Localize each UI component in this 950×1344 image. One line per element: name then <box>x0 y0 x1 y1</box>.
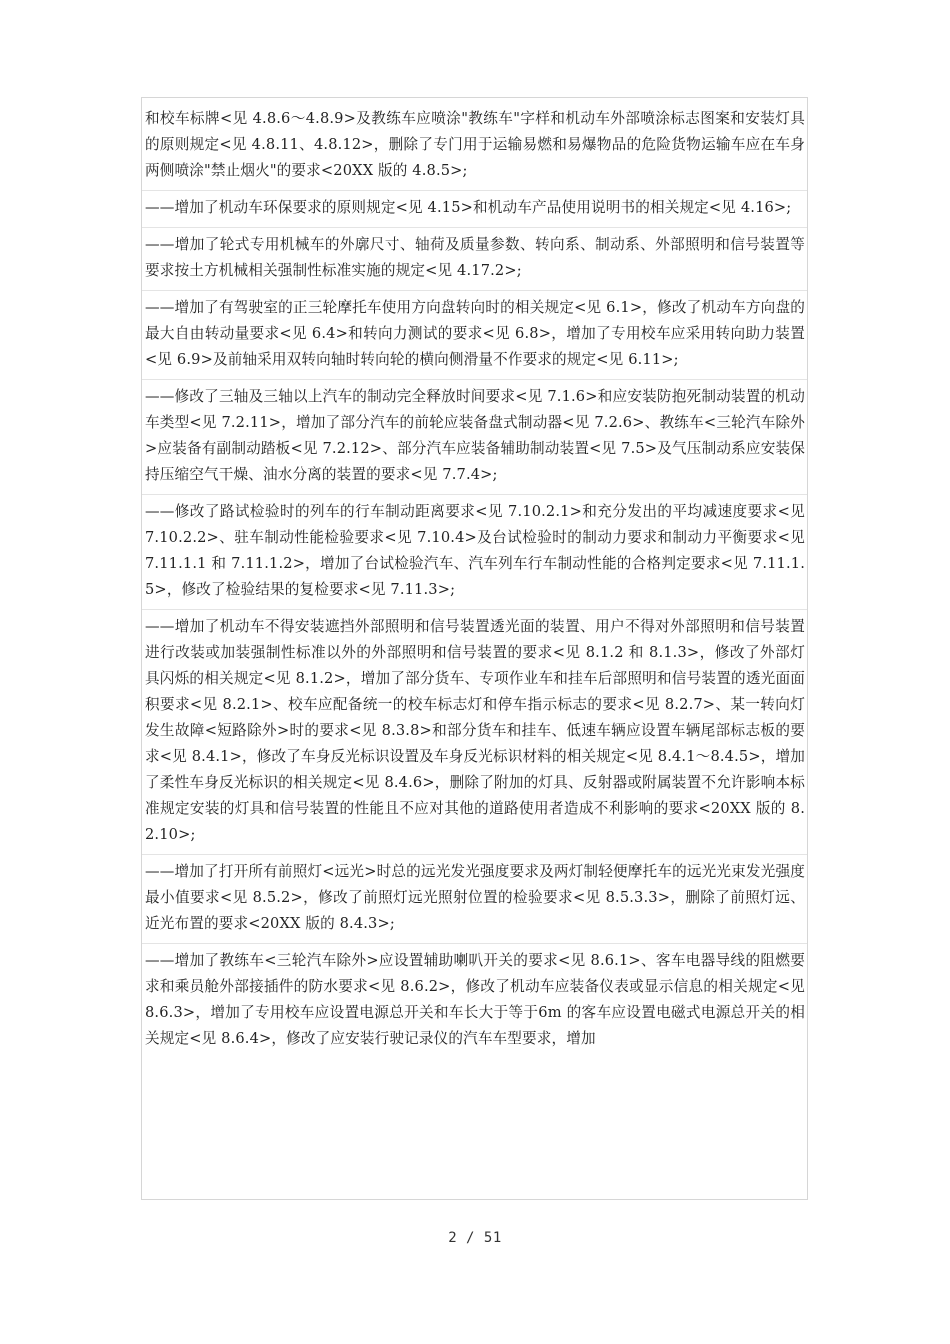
paragraph-6: ——修改了路试检验时的列车的行车制动距离要求<见 7.10.2.1>和充分发出的平均减速度要求<见 7.10.2.2>、驻车制动性能检验要求<见 7.10.4>及台试检验时的制动力要求和制动力平衡要求<见 7.11.1.1 和 7.11.1.2>，增加了台试检验汽车、汽车列车行车制动性能的合格判定要求<见 7.11.1.5>，修改了检验结果的复检要求<见 7.11.3>; <box>142 495 807 610</box>
paragraph-7: ——增加了机动车不得安装遮挡外部照明和信号装置透光面的装置、用户不得对外部照明和信号装置进行改装或加装强制性标准以外的外部照明和信号装置的要求<见 8.1.2 和 8.1.3>，修改了外部灯具闪烁的相关规定<见 8.1.2>，增加了部分货车、专项作业车和挂车后部照明和信号装置的透光面面积要求<见 8.2.1>、校车应配备统一的校车标志灯和停车指示标志的要求<见 8.2.7>、某一转向灯发生故障<短路除外>时的要求<见 8.3.8>和部分货车和挂车、低速车辆应设置车辆尾部标志板的要求<见 8.4.1>，修改了车身反光标识设置及车身反光标识材料的相关规定<见 8.4.1～8.4.5>，增加了柔性车身反光标识的相关规定<见 8.4.6>，删除了附加的灯具、反射器或附属装置不允许影响本标准规定安装的灯具和信号装置的性能且不应对其他的道路使用者造成不利影响的要求<20XX 版的 8.2.10>; <box>142 610 807 855</box>
paragraph-4: ——增加了有驾驶室的正三轮摩托车使用方向盘转向时的相关规定<见 6.1>，修改了机动车方向盘的最大自由转动量要求<见 6.4>和转向力测试的要求<见 6.8>，增加了专用校车应采用转向助力装置<见 6.9>及前轴采用双转向轴时转向轮的横向侧滑量不作要求的规定<见 6.11>; <box>142 291 807 380</box>
page-number: 2 / 51 <box>448 1230 502 1246</box>
paragraph-9: ——增加了教练车<三轮汽车除外>应设置辅助喇叭开关的要求<见 8.6.1>、客车电器导线的阻燃要求和乘员舱外部接插件的防水要求<见 8.6.2>，修改了机动车应装备仪表或显示信息的相关规定<见 8.6.3>，增加了专用校车应设置电源总开关和车长大于等于6m 的客车应设置电磁式电源总开关的相关规定<见 8.6.4>，修改了应安装行驶记录仪的汽车车型要求，增加 <box>145 952 805 1047</box>
paragraph-1: 和校车标牌<见 4.8.6～4.8.9>及教练车应喷涂"教练车"字样和机动车外部喷涂标志图案和安装灯具的原则规定<见 4.8.11、4.8.12>，删除了专门用于运输易燃和易爆物品的危险货物运输车应在车身两侧喷涂"禁止烟火"的要求<20XX 版的 4.8.5>; <box>142 98 807 191</box>
paragraph-3: ——增加了轮式专用机械车的外廓尺寸、轴荷及质量参数、转向系、制动系、外部照明和信号装置等要求按土方机械相关强制性标准实施的规定<见 4.17.2>; <box>142 228 807 291</box>
paragraph-5: ——修改了三轴及三轴以上汽车的制动完全释放时间要求<见 7.1.6>和应安装防抱死制动装置的机动车类型<见 7.2.11>，增加了部分汽车的前轮应装备盘式制动器<见 7.2.6>、教练车<三轮汽车除外>应装备有副制动踏板<见 7.2.12>、部分汽车应装备辅助制动装置<见 7.5>及气压制动系应安装保持压缩空气干燥、油水分离的装置的要求<见 7.7.4>; <box>142 380 807 495</box>
paragraph-2: ——增加了机动车环保要求的原则规定<见 4.15>和机动车产品使用说明书的相关规定<见 4.16>; <box>142 191 807 228</box>
document-body <box>141 97 808 1200</box>
paragraph-8: ——增加了打开所有前照灯<远光>时总的远光发光强度要求及两灯制轻便摩托车的远光光束发光强度最小值要求<见 8.5.2>，修改了前照灯远光照射位置的检验要求<见 8.5.3.3>，删除了前照灯远、近光布置的要求<20XX 版的 8.4.3>; <box>142 855 807 944</box>
